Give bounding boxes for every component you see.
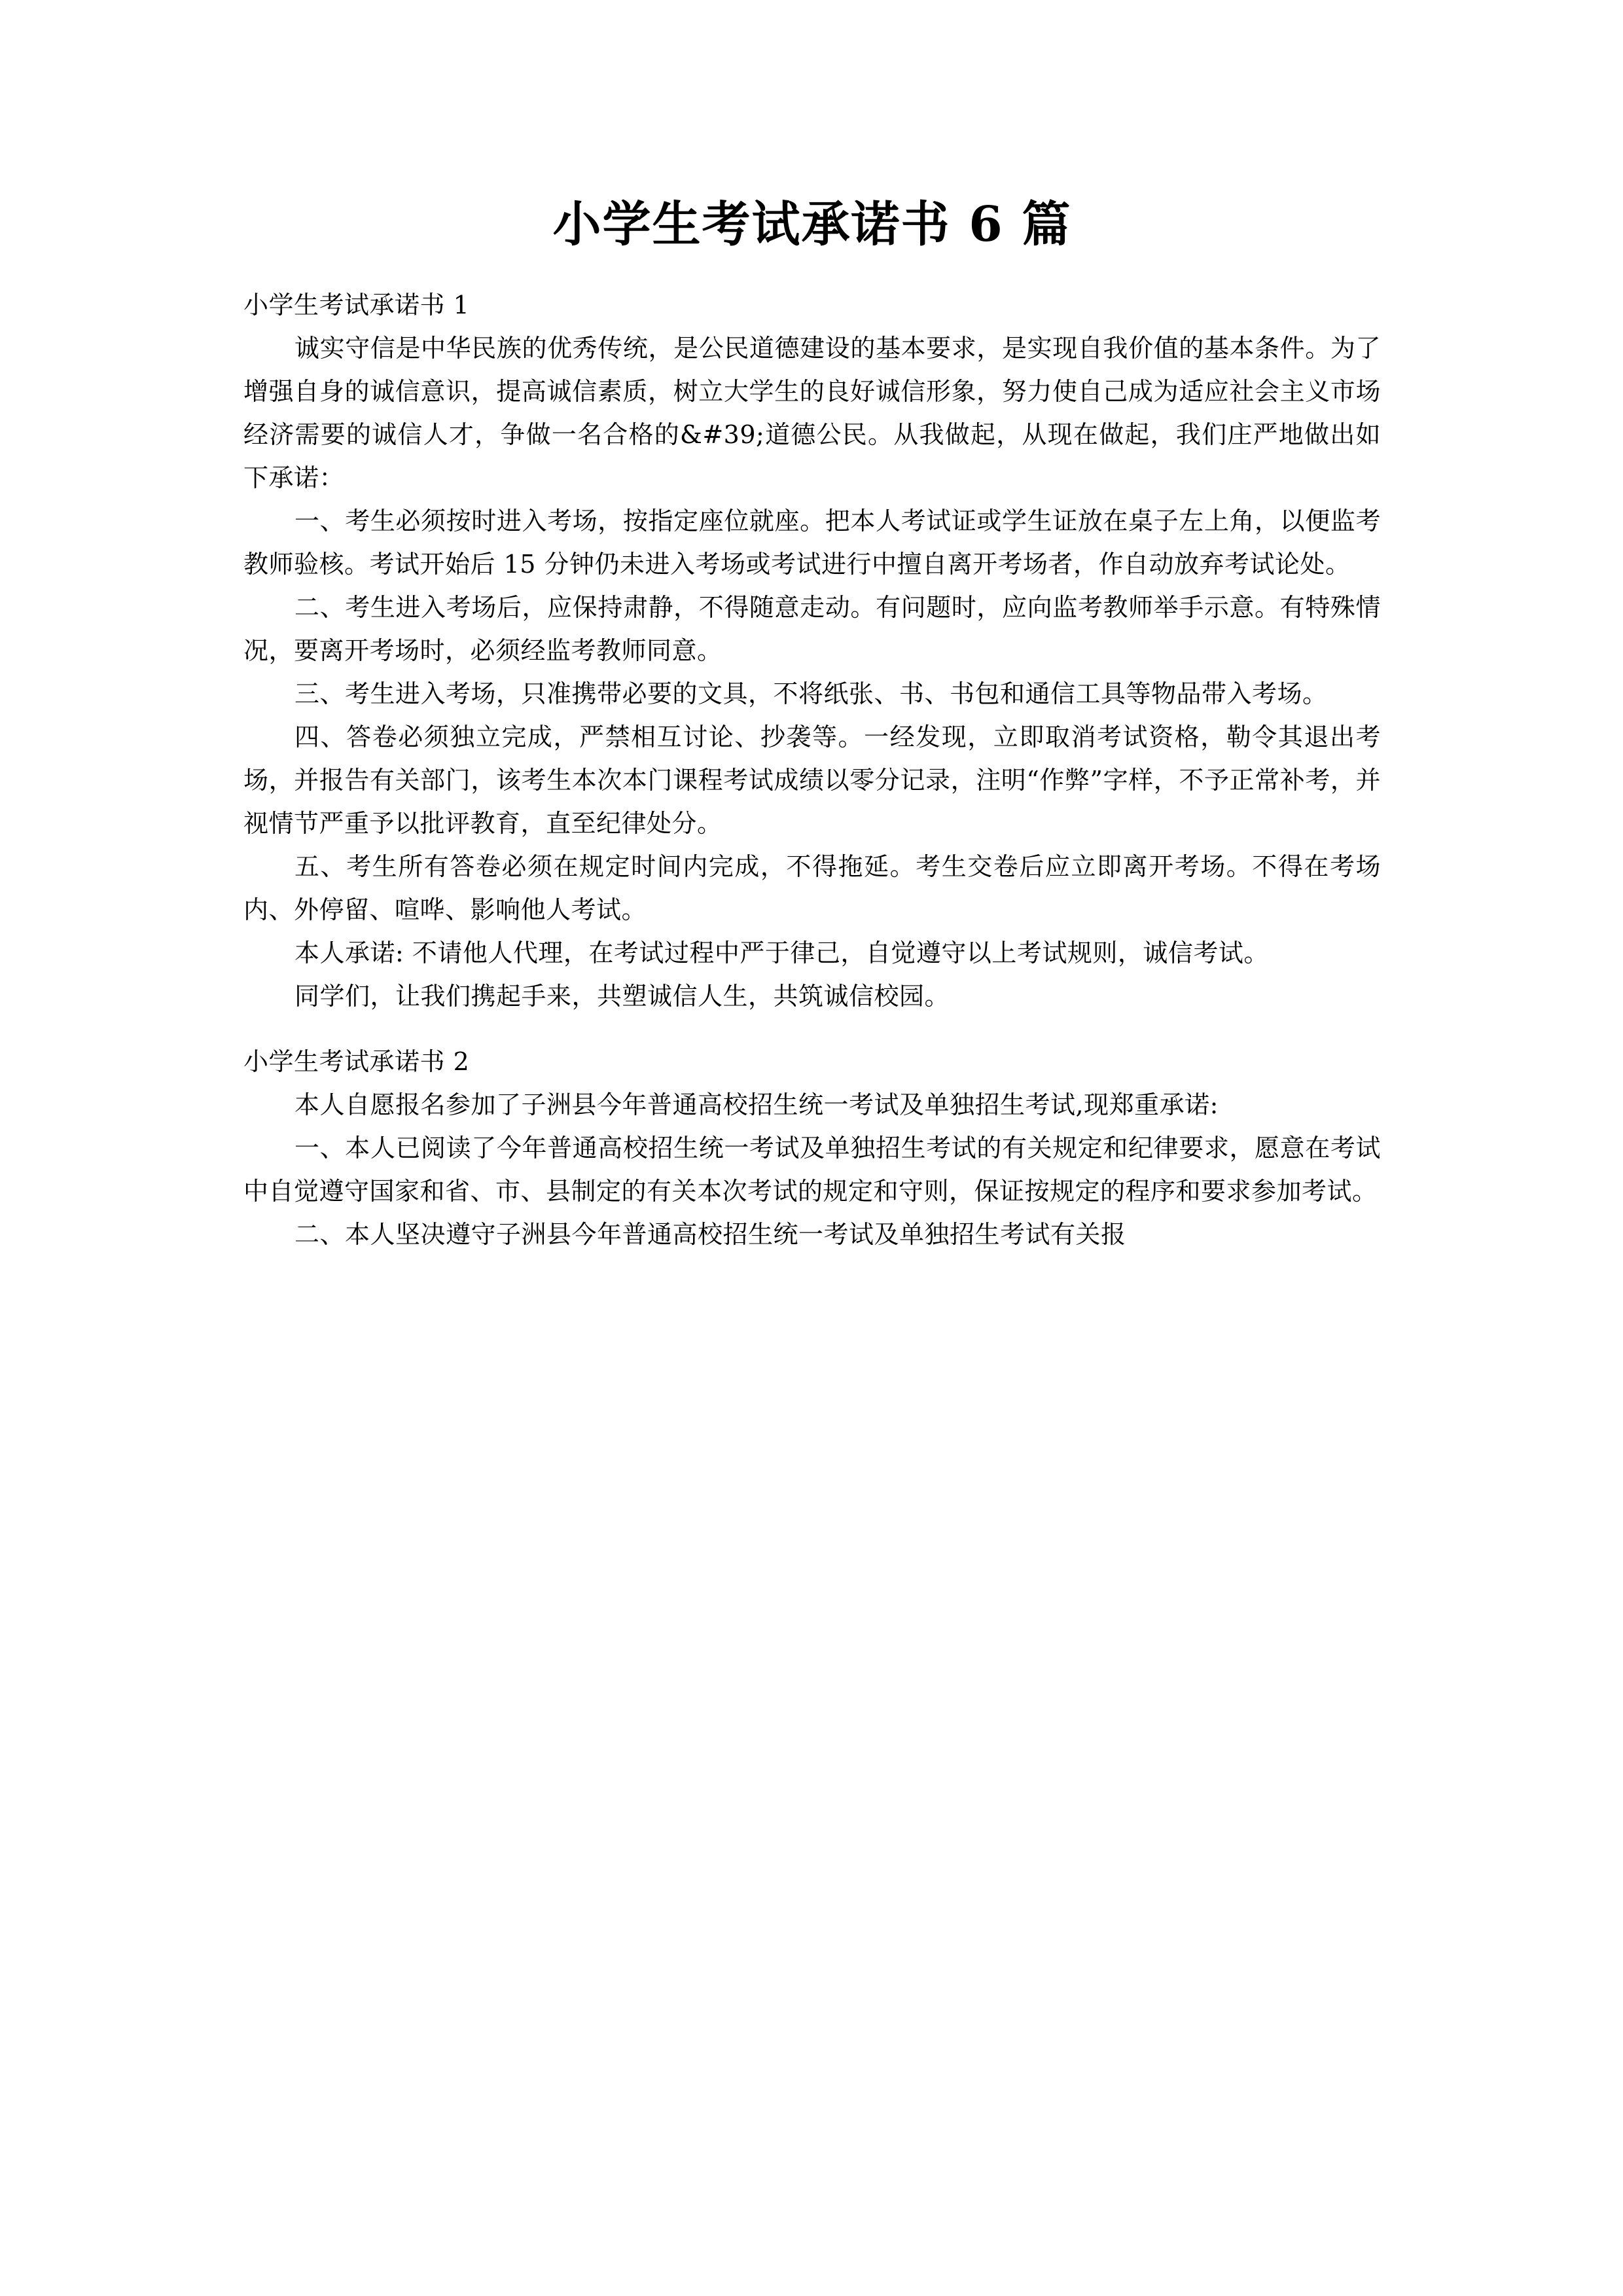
- paragraph-clause-1: 一、考生必须按时进入考场，按指定座位就座。把本人考试证或学生证放在桌子左上角，以便监考教师验核。考试开始后 15 分钟仍未进入考场或考试进行中擅自离开考场者，作自动放弃考试论处。: [243, 506, 1381, 579]
- paragraph-intro-2: 本人自愿报名参加了子洲县今年普通高校招生统一考试及单独招生考试,现郑重承诺:: [294, 1090, 1219, 1119]
- document-content-column: [243, 0, 1381, 1256]
- paragraph-intro-1: 诚实守信是中华民族的优秀传统，是公民道德建设的基本要求，是实现自我价值的基本条件。为了增强自身的诚信意识，提高诚信素质，树立大学生的良好诚信形象，努力使自己成为适应社会主义市场经济需要的诚信人才，争做一名合格的&#39;道德公民。从我做起，从现在做起，我们庄严地做出如下承诺：: [243, 333, 1381, 492]
- section-heading-2: 小学生考试承诺书 2: [243, 1047, 470, 1076]
- paragraph-closing-call: 同学们，让我们携起手来，共塑诚信人生，共筑诚信校园。: [294, 981, 950, 1011]
- paragraph-clause-4: 四、答卷必须独立完成，严禁相互讨论、抄袭等。一经发现，立即取消考试资格，勒令其退出考场，并报告有关部门，该考生本次本门课程考试成绩以零分记录，注明“作弊”字样，不予正常补考，并视情节严重予以批评教育，直至纪律处分。: [243, 722, 1381, 838]
- paragraph-clause-3: 三、考生进入考场，只准携带必要的文具，不将纸张、书、书包和通信工具等物品带入考场。: [294, 679, 1328, 708]
- paragraph-personal-pledge: 本人承诺: 不请他人代理，在考试过程中严于律己，自觉遵守以上考试规则，诚信考试。: [294, 938, 1269, 967]
- paragraph-clause-5: 五、考生所有答卷必须在规定时间内完成，不得拖延。考生交卷后应立即离开考场。不得在考场内、外停留、喧哗、影响他人考试。: [243, 852, 1381, 924]
- document-body: [243, 256, 1381, 1256]
- paragraph-section2-clause-2: 二、本人坚决遵守子洲县今年普通高校招生统一考试及单独招生考试有关报: [294, 1219, 1126, 1249]
- paragraph-section2-clause-1: 一、本人已阅读了今年普通高校招生统一考试及单独招生考试的有关规定和纪律要求，愿意在考试中自觉遵守国家和省、市、县制定的有关本次考试的规定和守则，保证按规定的程序和要求参加考试。: [243, 1133, 1381, 1206]
- paragraph-clause-2: 二、考生进入考场后，应保持肃静，不得随意走动。有问题时，应向监考教师举手示意。有特殊情况，要离开考场时，必须经监考教师同意。: [243, 592, 1381, 665]
- section-heading-1: 小学生考试承诺书 1: [243, 290, 470, 319]
- page-title: 小学生考试承诺书 6 篇: [552, 196, 1072, 253]
